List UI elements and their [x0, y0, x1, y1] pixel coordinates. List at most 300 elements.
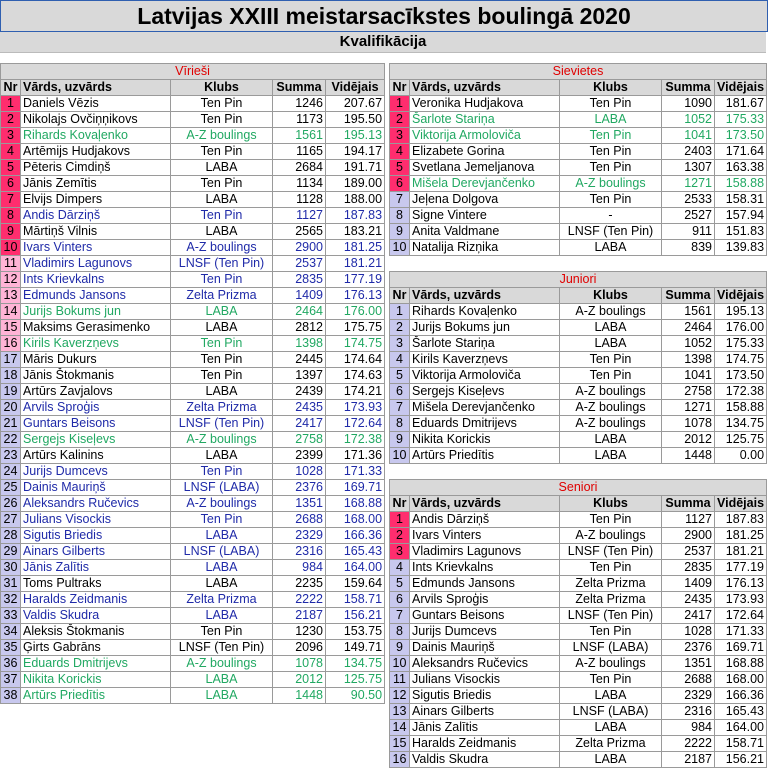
table-row [1, 672, 385, 688]
rank-cell: 26 [1, 496, 21, 512]
club-cell: Ten Pin [560, 160, 662, 176]
column-header-club: Klubs [560, 80, 662, 96]
club-cell: Ten Pin [171, 624, 273, 640]
rank-cell: 5 [390, 576, 410, 592]
column-header-name: Vārds, uzvārds [410, 496, 560, 512]
club-cell: Ten Pin [171, 144, 273, 160]
club-cell: Ten Pin [560, 560, 662, 576]
table-row [390, 672, 767, 688]
average-cell: 134.75 [326, 656, 385, 672]
sum-cell: 2435 [273, 400, 326, 416]
column-header-club: Klubs [171, 80, 273, 96]
table-row [1, 288, 385, 304]
rank-cell: 20 [1, 400, 21, 416]
rank-cell: 5 [390, 160, 410, 176]
rank-cell: 33 [1, 608, 21, 624]
name-cell: Jānis Štokmanis [21, 368, 171, 384]
table-row [390, 144, 767, 160]
club-cell: LNSF (Ten Pin) [171, 256, 273, 272]
sum-cell: 1028 [662, 624, 715, 640]
table-row [1, 160, 385, 176]
club-cell: LABA [560, 720, 662, 736]
club-cell: Zelta Prizma [560, 592, 662, 608]
name-cell: Mišela Derevjančenko [410, 400, 560, 416]
men-caption: Vīrieši [1, 64, 385, 80]
name-cell: Jurijs Bokums jun [410, 320, 560, 336]
table-row [1, 272, 385, 288]
club-cell: LABA [560, 320, 662, 336]
table-row [1, 656, 385, 672]
table-row [1, 176, 385, 192]
name-cell: Ainars Gilberts [21, 544, 171, 560]
average-cell: 172.64 [715, 608, 767, 624]
club-cell: Ten Pin [171, 272, 273, 288]
table-row [1, 448, 385, 464]
sum-cell: 1052 [662, 112, 715, 128]
column-header-club: Klubs [560, 288, 662, 304]
name-cell: Kirils Kaverzņevs [410, 352, 560, 368]
name-cell: Aleksis Štokmanis [21, 624, 171, 640]
rank-cell: 32 [1, 592, 21, 608]
column-header-nr: Nr [390, 80, 410, 96]
table-row [390, 368, 767, 384]
rank-cell: 1 [1, 96, 21, 112]
club-cell: LABA [171, 304, 273, 320]
name-cell: Šarlote Stariņa [410, 112, 560, 128]
name-cell: Kirils Kaverzņevs [21, 336, 171, 352]
rank-cell: 36 [1, 656, 21, 672]
name-cell: Vladimirs Lagunovs [21, 256, 171, 272]
average-cell: 176.13 [715, 576, 767, 592]
club-cell: LABA [171, 320, 273, 336]
rank-cell: 8 [390, 416, 410, 432]
sum-cell: 2376 [273, 480, 326, 496]
rank-cell: 12 [390, 688, 410, 704]
name-cell: Valdis Skudra [410, 752, 560, 768]
rank-cell: 18 [1, 368, 21, 384]
name-cell: Guntars Beisons [410, 608, 560, 624]
name-cell: Eduards Dmitrijevs [410, 416, 560, 432]
club-cell: LNSF (LABA) [560, 640, 662, 656]
average-cell: 175.33 [715, 112, 767, 128]
rank-cell: 1 [390, 96, 410, 112]
name-cell: Veronika Hudjakova [410, 96, 560, 112]
rank-cell: 8 [390, 624, 410, 640]
club-cell: Ten Pin [560, 128, 662, 144]
rank-cell: 6 [390, 592, 410, 608]
sum-cell: 984 [662, 720, 715, 736]
sum-cell: 2688 [662, 672, 715, 688]
rank-cell: 24 [1, 464, 21, 480]
table-row [1, 688, 385, 704]
club-cell: LNSF (Ten Pin) [171, 640, 273, 656]
average-cell: 168.00 [326, 512, 385, 528]
average-cell: 169.71 [326, 480, 385, 496]
name-cell: Haralds Zeidmanis [410, 736, 560, 752]
average-cell: 177.19 [326, 272, 385, 288]
average-cell: 187.83 [326, 208, 385, 224]
table-row [1, 560, 385, 576]
average-cell: 156.21 [715, 752, 767, 768]
rank-cell: 7 [390, 400, 410, 416]
average-cell: 207.67 [326, 96, 385, 112]
sheet-title: Latvijas XXIII meistarsacīkstes boulingā 2020 [0, 0, 768, 32]
name-cell: Jurijs Bokums jun [21, 304, 171, 320]
club-cell: A-Z boulings [171, 496, 273, 512]
name-cell: Sergejs Kiseļevs [410, 384, 560, 400]
rank-cell: 16 [1, 336, 21, 352]
table-row [390, 352, 767, 368]
club-cell: Ten Pin [560, 192, 662, 208]
rank-cell: 15 [390, 736, 410, 752]
average-cell: 181.25 [326, 240, 385, 256]
table-row [1, 432, 385, 448]
average-cell: 174.63 [326, 368, 385, 384]
table-row [390, 416, 767, 432]
club-cell: LABA [171, 576, 273, 592]
sum-cell: 2527 [662, 208, 715, 224]
sum-cell: 2835 [273, 272, 326, 288]
rank-cell: 37 [1, 672, 21, 688]
name-cell: Ivars Vinters [410, 528, 560, 544]
table-row [1, 192, 385, 208]
average-cell: 173.93 [715, 592, 767, 608]
average-cell: 169.71 [715, 640, 767, 656]
table-row [1, 352, 385, 368]
club-cell: Ten Pin [560, 144, 662, 160]
average-cell: 158.88 [715, 400, 767, 416]
name-cell: Artūrs Priedītis [21, 688, 171, 704]
club-cell: A-Z boulings [560, 400, 662, 416]
sum-cell: 1165 [273, 144, 326, 160]
sum-cell: 1041 [662, 128, 715, 144]
rank-cell: 13 [1, 288, 21, 304]
sum-cell: 984 [273, 560, 326, 576]
average-cell: 176.13 [326, 288, 385, 304]
table-row [390, 320, 767, 336]
sum-cell: 2445 [273, 352, 326, 368]
average-cell: 175.33 [715, 336, 767, 352]
rank-cell: 38 [1, 688, 21, 704]
rank-cell: 19 [1, 384, 21, 400]
sum-cell: 1078 [662, 416, 715, 432]
name-cell: Nikolajs Ovčiņņikovs [21, 112, 171, 128]
average-cell: 195.13 [715, 304, 767, 320]
sum-cell: 1398 [273, 336, 326, 352]
rank-cell: 9 [390, 640, 410, 656]
table-row [1, 224, 385, 240]
name-cell: Julians Visockis [21, 512, 171, 528]
name-cell: Artūrs Kalinins [21, 448, 171, 464]
sum-cell: 2329 [273, 528, 326, 544]
average-cell: 168.88 [715, 656, 767, 672]
column-header-nr: Nr [390, 496, 410, 512]
average-cell: 181.67 [715, 96, 767, 112]
club-cell: Ten Pin [171, 336, 273, 352]
rank-cell: 3 [390, 336, 410, 352]
table-row [390, 752, 767, 768]
name-cell: Mišela Derevjančenko [410, 176, 560, 192]
rank-cell: 2 [390, 320, 410, 336]
club-cell: LNSF (LABA) [560, 704, 662, 720]
sum-cell: 1409 [273, 288, 326, 304]
table-row [1, 400, 385, 416]
sum-cell: 2835 [662, 560, 715, 576]
club-cell: Ten Pin [560, 624, 662, 640]
table-row [390, 448, 767, 464]
club-cell: LABA [171, 384, 273, 400]
rank-cell: 28 [1, 528, 21, 544]
club-cell: Ten Pin [171, 352, 273, 368]
sum-cell: 2900 [662, 528, 715, 544]
table-row [390, 160, 767, 176]
rank-cell: 2 [1, 112, 21, 128]
name-cell: Jurijs Dumcevs [410, 624, 560, 640]
table-row [1, 416, 385, 432]
average-cell: 195.13 [326, 128, 385, 144]
average-cell: 90.50 [326, 688, 385, 704]
rank-cell: 35 [1, 640, 21, 656]
name-cell: Ints Krievkalns [21, 272, 171, 288]
table-row [390, 192, 767, 208]
average-cell: 181.21 [715, 544, 767, 560]
table-row [1, 96, 385, 112]
column-header-name: Vārds, uzvārds [410, 288, 560, 304]
table-row [1, 320, 385, 336]
rank-cell: 22 [1, 432, 21, 448]
sheet-subtitle: Kvalifikācija [0, 32, 766, 53]
name-cell: Valdis Skudra [21, 608, 171, 624]
sum-cell: 1448 [662, 448, 715, 464]
average-cell: 125.75 [326, 672, 385, 688]
column-header-nr: Nr [390, 288, 410, 304]
sum-cell: 1351 [662, 656, 715, 672]
table-row [1, 464, 385, 480]
column-header-avg: Vidējais [715, 496, 767, 512]
club-cell: Ten Pin [560, 672, 662, 688]
rank-cell: 10 [390, 656, 410, 672]
rank-cell: 6 [390, 384, 410, 400]
table-row [1, 624, 385, 640]
name-cell: Andis Dārziņš [21, 208, 171, 224]
table-row [390, 656, 767, 672]
sum-cell: 1561 [662, 304, 715, 320]
average-cell: 191.71 [326, 160, 385, 176]
name-cell: Edmunds Jansons [21, 288, 171, 304]
average-cell: 158.88 [715, 176, 767, 192]
sum-cell: 2688 [273, 512, 326, 528]
sum-cell: 1128 [273, 192, 326, 208]
club-cell: LABA [560, 336, 662, 352]
table-row [390, 128, 767, 144]
sum-cell: 2399 [273, 448, 326, 464]
table-row [390, 208, 767, 224]
club-cell: LNSF (Ten Pin) [560, 608, 662, 624]
club-cell: LABA [560, 688, 662, 704]
rank-cell: 13 [390, 704, 410, 720]
club-cell: A-Z boulings [560, 416, 662, 432]
rank-cell: 14 [390, 720, 410, 736]
table-row [390, 688, 767, 704]
table-row [390, 528, 767, 544]
average-cell: 158.31 [715, 192, 767, 208]
table-row [1, 608, 385, 624]
table-row [390, 432, 767, 448]
club-cell: LABA [560, 432, 662, 448]
rank-cell: 11 [390, 672, 410, 688]
average-cell: 149.71 [326, 640, 385, 656]
sum-cell: 2464 [662, 320, 715, 336]
name-cell: Haralds Zeidmanis [21, 592, 171, 608]
club-cell: LABA [171, 192, 273, 208]
women-table [389, 63, 767, 256]
rank-cell: 25 [1, 480, 21, 496]
sum-cell: 2464 [273, 304, 326, 320]
rank-cell: 9 [390, 224, 410, 240]
table-row [1, 240, 385, 256]
name-cell: Jeļena Dolgova [410, 192, 560, 208]
club-cell: LABA [560, 112, 662, 128]
average-cell: 157.94 [715, 208, 767, 224]
name-cell: Svetlana Jemeljanova [410, 160, 560, 176]
sum-cell: 2096 [273, 640, 326, 656]
table-row [1, 384, 385, 400]
average-cell: 165.43 [326, 544, 385, 560]
name-cell: Viktorija Armoloviča [410, 368, 560, 384]
table-row [1, 336, 385, 352]
rank-cell: 2 [390, 112, 410, 128]
average-cell: 188.00 [326, 192, 385, 208]
rank-cell: 34 [1, 624, 21, 640]
name-cell: Andis Dārziņš [410, 512, 560, 528]
table-row [390, 336, 767, 352]
rank-cell: 4 [390, 352, 410, 368]
average-cell: 174.75 [326, 336, 385, 352]
column-header-avg: Vidējais [715, 288, 767, 304]
sum-cell: 1397 [273, 368, 326, 384]
sum-cell: 2222 [662, 736, 715, 752]
name-cell: Jānis Zemītis [21, 176, 171, 192]
table-row [1, 576, 385, 592]
sum-cell: 2187 [273, 608, 326, 624]
table-row [1, 112, 385, 128]
sum-cell: 1307 [662, 160, 715, 176]
average-cell: 171.36 [326, 448, 385, 464]
table-row [1, 480, 385, 496]
rank-cell: 3 [390, 544, 410, 560]
name-cell: Rihards Kovaļenko [410, 304, 560, 320]
rank-cell: 3 [1, 128, 21, 144]
club-cell: Ten Pin [560, 96, 662, 112]
average-cell: 171.33 [326, 464, 385, 480]
average-cell: 177.19 [715, 560, 767, 576]
sum-cell: 2439 [273, 384, 326, 400]
name-cell: Elizabete Gorina [410, 144, 560, 160]
club-cell: LABA [560, 752, 662, 768]
column-header-sum: Summa [273, 80, 326, 96]
rank-cell: 17 [1, 352, 21, 368]
sum-cell: 1448 [273, 688, 326, 704]
club-cell: A-Z boulings [560, 528, 662, 544]
rank-cell: 7 [1, 192, 21, 208]
table-row [390, 240, 767, 256]
average-cell: 171.64 [715, 144, 767, 160]
club-cell: LABA [171, 608, 273, 624]
name-cell: Anita Valdmane [410, 224, 560, 240]
sum-cell: 2417 [273, 416, 326, 432]
name-cell: Julians Visockis [410, 672, 560, 688]
name-cell: Aleksandrs Ručevics [410, 656, 560, 672]
name-cell: Ģirts Gabrāns [21, 640, 171, 656]
club-cell: LNSF (LABA) [171, 480, 273, 496]
table-row [390, 224, 767, 240]
name-cell: Sergejs Kiseļevs [21, 432, 171, 448]
name-cell: Artūrs Priedītis [410, 448, 560, 464]
rank-cell: 29 [1, 544, 21, 560]
table-row [1, 640, 385, 656]
average-cell: 183.21 [326, 224, 385, 240]
club-cell: Ten Pin [171, 512, 273, 528]
name-cell: Jānis Zalītis [21, 560, 171, 576]
club-cell: A-Z boulings [560, 656, 662, 672]
name-cell: Natalija Rizņika [410, 240, 560, 256]
average-cell: 125.75 [715, 432, 767, 448]
table-row [390, 304, 767, 320]
sum-cell: 2316 [662, 704, 715, 720]
sum-cell: 1134 [273, 176, 326, 192]
club-cell: LABA [171, 528, 273, 544]
club-cell: LNSF (Ten Pin) [171, 416, 273, 432]
column-header-avg: Vidējais [326, 80, 385, 96]
rank-cell: 1 [390, 512, 410, 528]
sum-cell: 2758 [273, 432, 326, 448]
rank-cell: 15 [1, 320, 21, 336]
table-row [1, 528, 385, 544]
rank-cell: 8 [1, 208, 21, 224]
rank-cell: 9 [1, 224, 21, 240]
rank-cell: 2 [390, 528, 410, 544]
name-cell: Sigutis Briedis [410, 688, 560, 704]
club-cell: LABA [171, 160, 273, 176]
club-cell: LABA [560, 240, 662, 256]
name-cell: Dainis Mauriņš [410, 640, 560, 656]
sum-cell: 2537 [273, 256, 326, 272]
rank-cell: 7 [390, 608, 410, 624]
average-cell: 171.33 [715, 624, 767, 640]
sum-cell: 1230 [273, 624, 326, 640]
sum-cell: 1127 [273, 208, 326, 224]
name-cell: Artūrs Zavjalovs [21, 384, 171, 400]
name-cell: Dainis Mauriņš [21, 480, 171, 496]
average-cell: 181.21 [326, 256, 385, 272]
sum-cell: 2758 [662, 384, 715, 400]
table-row [390, 384, 767, 400]
club-cell: LABA [171, 560, 273, 576]
juniors-caption: Juniori [390, 272, 767, 288]
average-cell: 166.36 [715, 688, 767, 704]
table-row [390, 608, 767, 624]
average-cell: 134.75 [715, 416, 767, 432]
sum-cell: 1090 [662, 96, 715, 112]
club-cell: Zelta Prizma [171, 592, 273, 608]
sum-cell: 2012 [273, 672, 326, 688]
rank-cell: 16 [390, 752, 410, 768]
sum-cell: 2012 [662, 432, 715, 448]
club-cell: LNSF (Ten Pin) [560, 544, 662, 560]
column-header-avg: Vidējais [715, 80, 767, 96]
sum-cell: 1078 [273, 656, 326, 672]
average-cell: 156.21 [326, 608, 385, 624]
